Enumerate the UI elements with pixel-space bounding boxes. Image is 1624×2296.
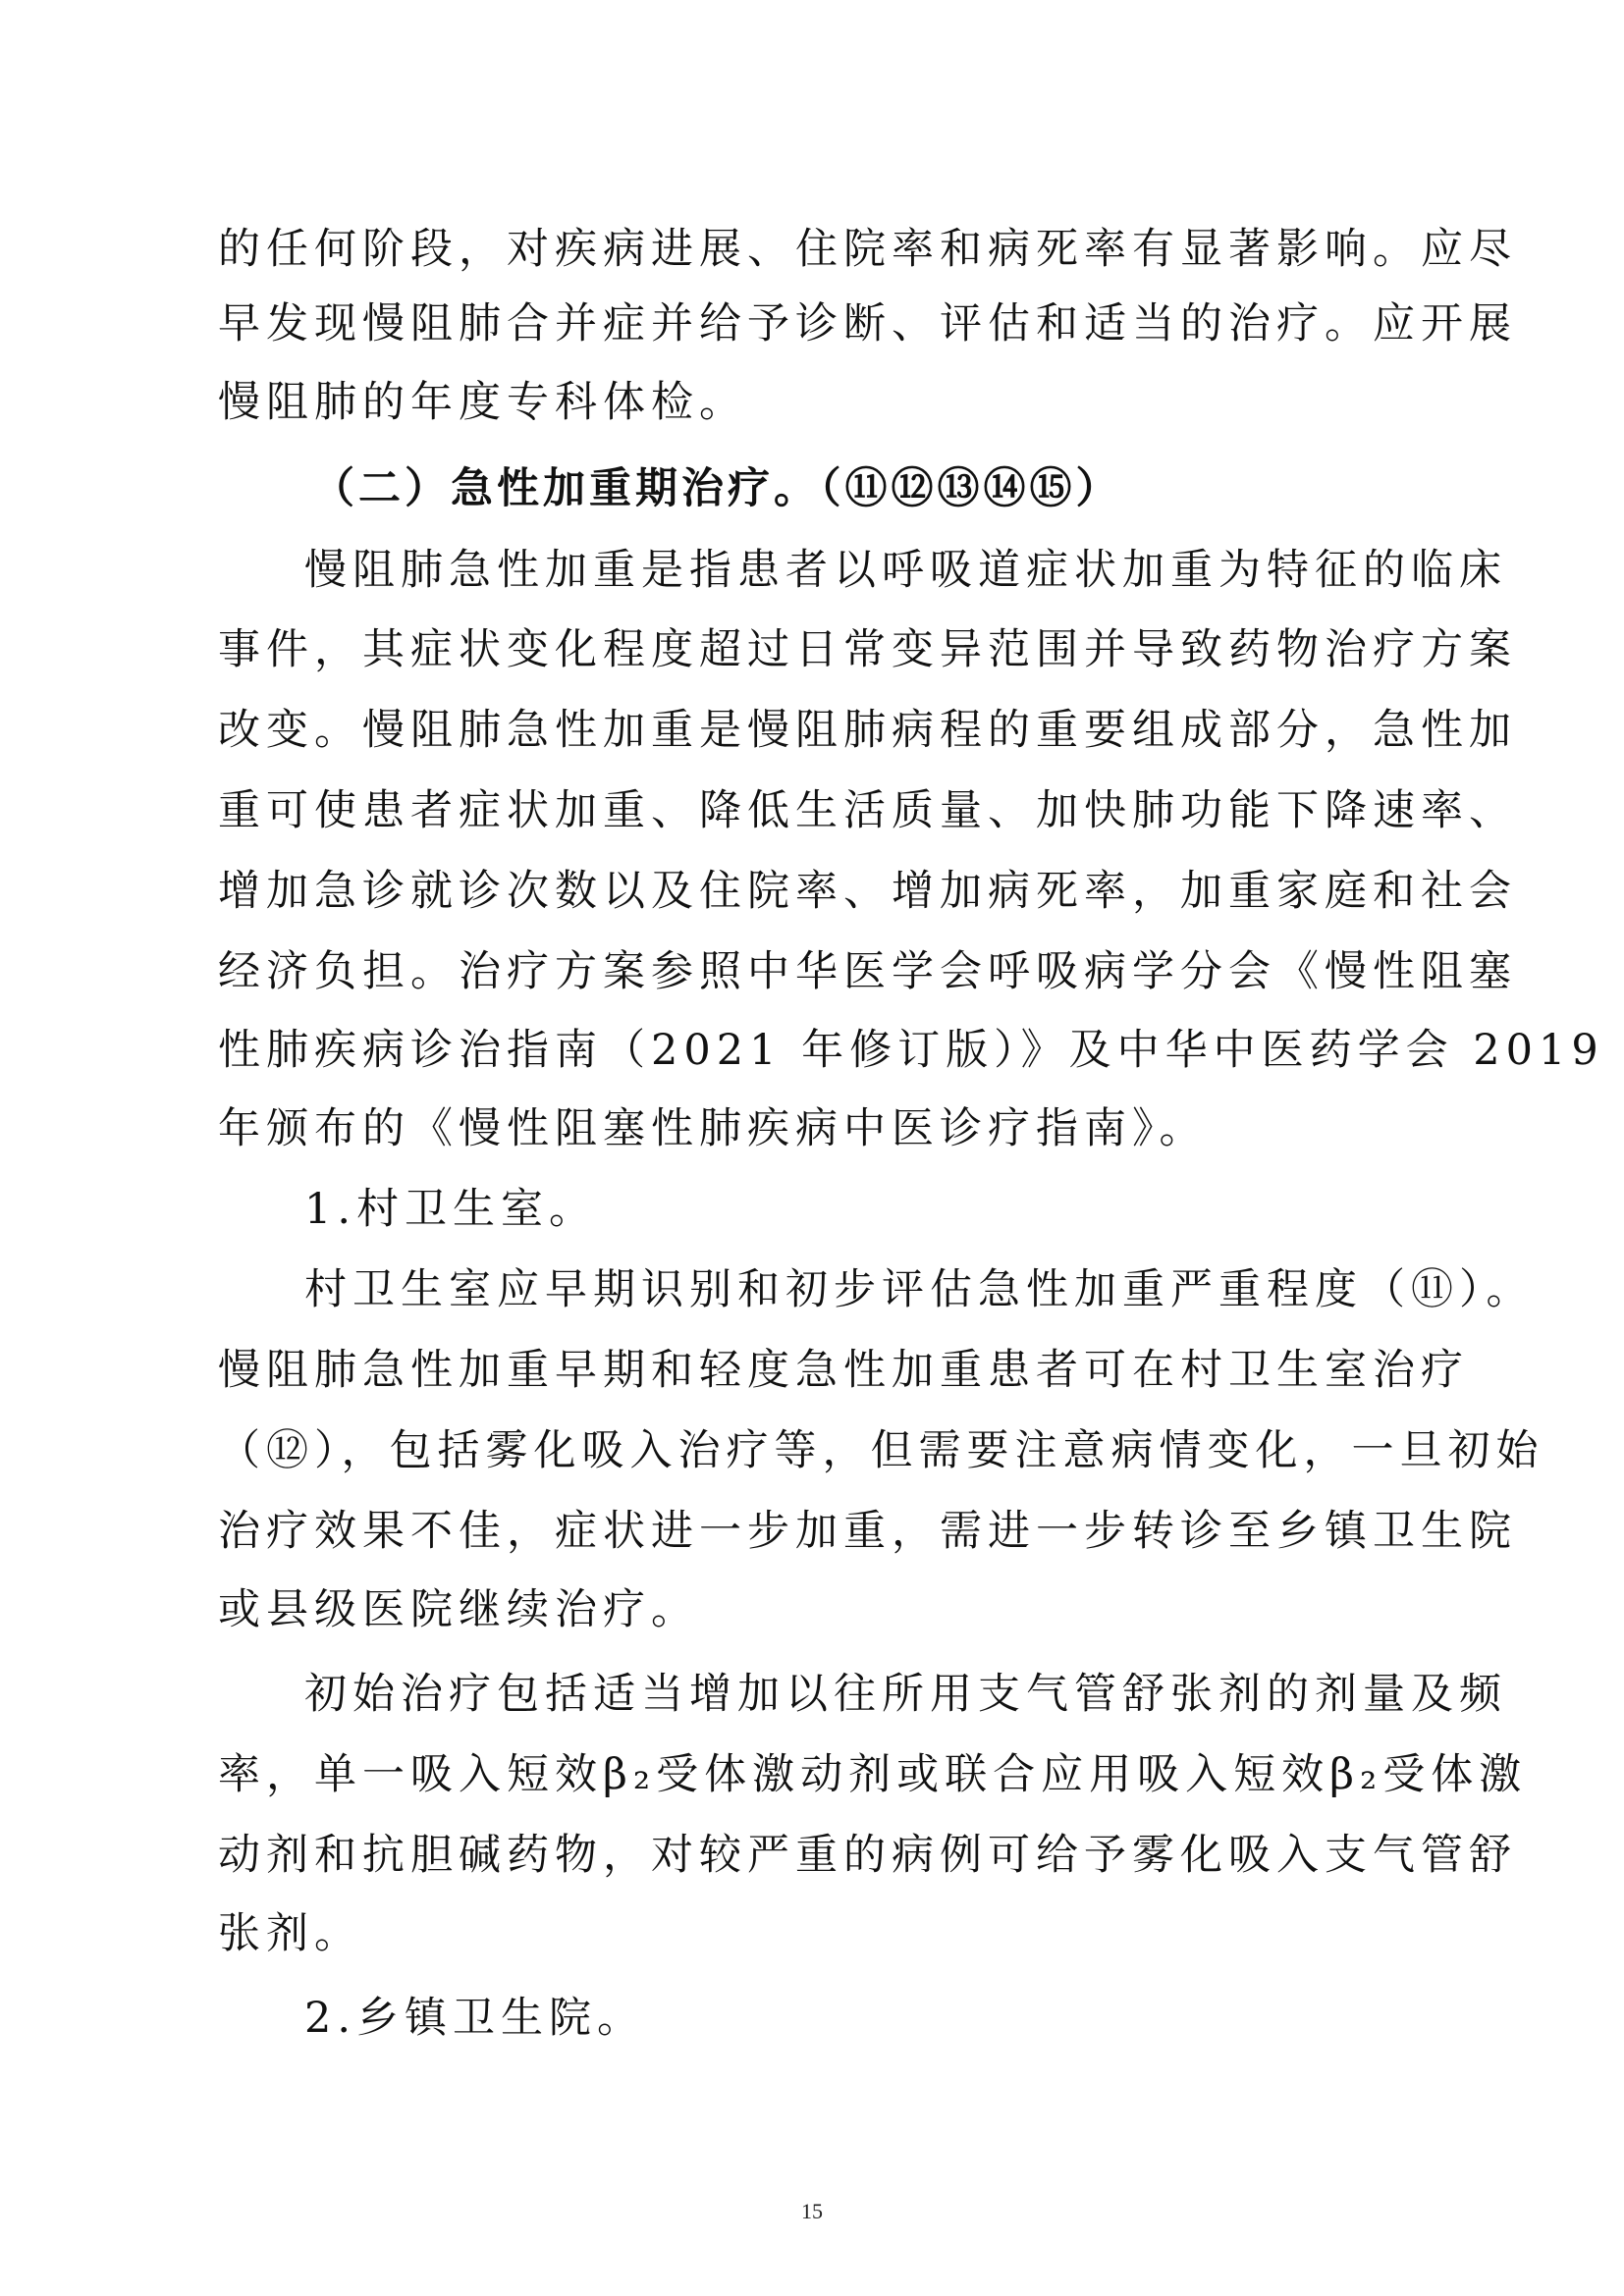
paragraph-line: 慢阻肺急性加重是指患者以呼吸道症状加重为特征的临床	[304, 546, 1507, 595]
paragraph-line: 率，单一吸入短效β₂受体激动剂或联合应用吸入短效β₂受体激	[218, 1750, 1528, 1799]
paragraph-line: 重可使患者症状加重、降低生活质量、加快肺功能下降速率、	[218, 786, 1517, 835]
paragraph-line: 治疗效果不佳，症状进一步加重，需进一步转诊至乡镇卫生院	[218, 1507, 1517, 1556]
page-number: 15	[801, 2199, 823, 2223]
subsection-heading: 1.村卫生室。	[304, 1185, 598, 1234]
paragraph-line: 改变。慢阻肺急性加重是慢阻肺病程的重要组成部分，急性加	[218, 706, 1517, 755]
paragraph-line: 早发现慢阻肺合并症并给予诊断、评估和适当的治疗。应开展	[218, 299, 1517, 348]
paragraph-line: 初始治疗包括适当增加以往所用支气管舒张剂的剂量及频	[304, 1670, 1507, 1719]
paragraph-line: 的任何阶段，对疾病进展、住院率和病死率有显著影响。应尽	[218, 225, 1517, 274]
paragraph-line: 动剂和抗胆碱药物，对较严重的病例可给予雾化吸入支气管舒	[218, 1831, 1517, 1880]
paragraph-line: 村卫生室应早期识别和初步评估急性加重严重程度（⑪）。	[304, 1265, 1535, 1314]
paragraph-line: 增加急诊就诊次数以及住院率、增加病死率，加重家庭和社会	[218, 867, 1517, 916]
section-heading: （二）急性加重期治疗。（⑪⑫⑬⑭⑮）	[312, 464, 1122, 513]
paragraph-line: 事件，其症状变化程度超过日常变异范围并导致药物治疗方案	[218, 625, 1517, 674]
paragraph-line: 慢阻肺的年度专科体检。	[218, 378, 747, 427]
paragraph-line: （⑫），包括雾化吸入治疗等，但需要注意病情变化，一旦初始	[218, 1426, 1544, 1475]
paragraph-line: 年颁布的《慢性阻塞性肺疾病中医诊疗指南》。	[218, 1104, 1208, 1153]
paragraph-line: 性肺疾病诊治指南（2021 年修订版）》及中华中医药学会 2019	[218, 1026, 1604, 1075]
subsection-heading: 2.乡镇卫生院。	[304, 1994, 646, 2043]
paragraph-line: 张剂。	[218, 1909, 362, 1958]
paragraph-line: 或县级医院继续治疗。	[218, 1585, 699, 1634]
paragraph-line: 慢阻肺急性加重早期和轻度急性加重患者可在村卫生室治疗	[218, 1346, 1469, 1395]
paragraph-line: 经济负担。治疗方案参照中华医学会呼吸病学分会《慢性阻塞	[218, 947, 1517, 996]
